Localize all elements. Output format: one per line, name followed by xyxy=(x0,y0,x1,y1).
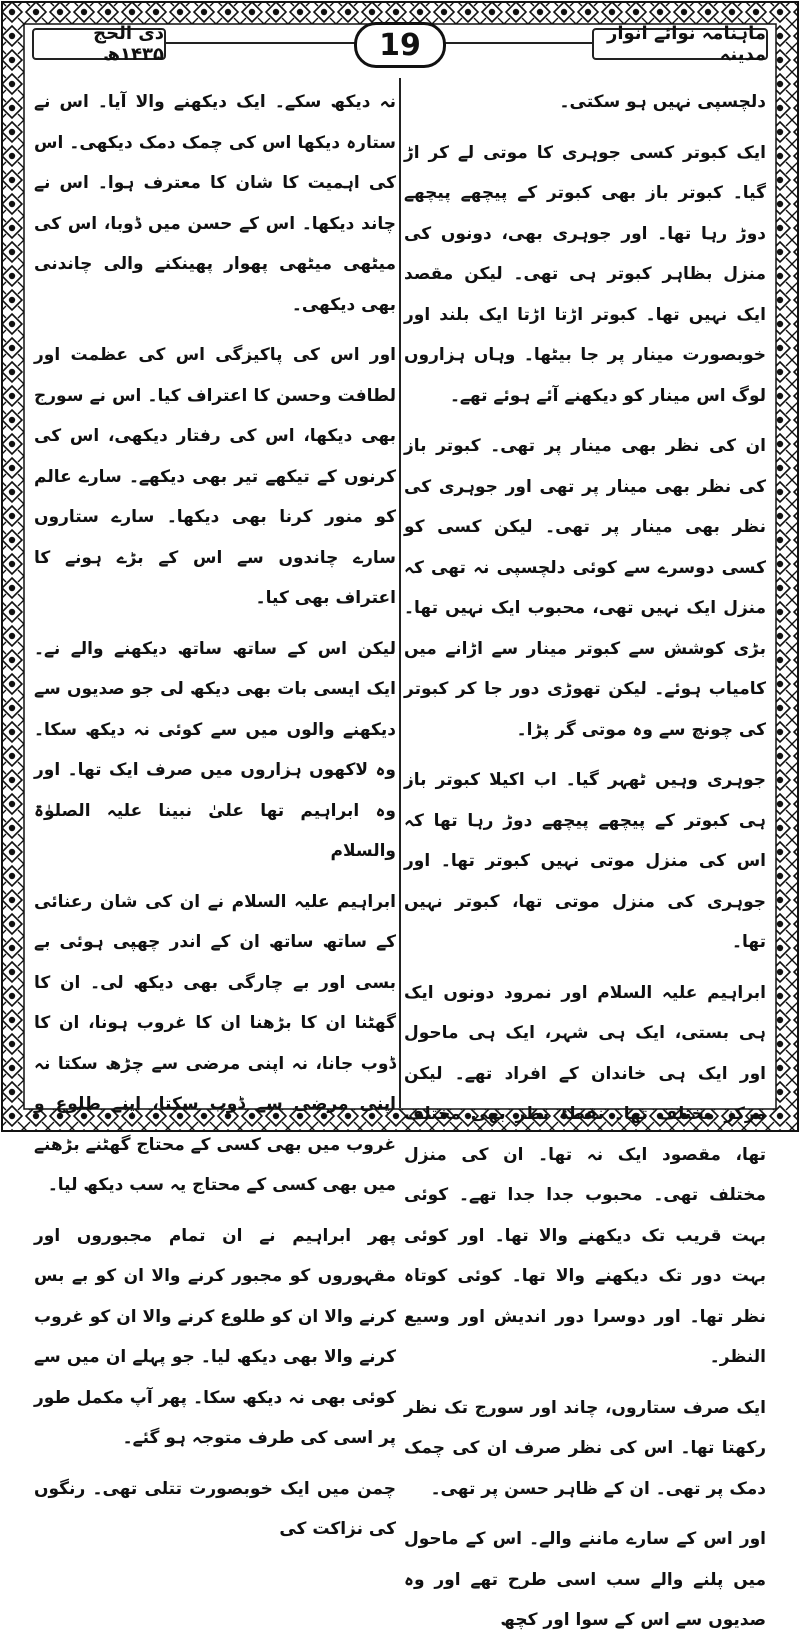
column-divider xyxy=(399,78,401,1108)
paragraph: جوہری وہیں ٹھہر گیا۔ اب اکیلا کبوتر باز ہی کبوتر کے پیچھے پیچھے دوڑ رہا تھا کہ اس کی منزل موتی نہیں کبوتر تھا۔ اور جوہری کی منزل موتی تھا، کبوتر نہیں تھا۔ xyxy=(404,770,766,952)
left-column xyxy=(33,82,396,1539)
paragraph: ایک صرف ستاروں، چاند اور سورج تک نظر رکھتا تھا۔ اس کی نظر صرف ان کی چمک دمک پر تھی۔ ان کے ظاہر حسن پر تھی۔ xyxy=(404,1397,766,1499)
paragraph: ایک کبوتر کسی جوہری کا موتی لے کر اڑ گیا۔ کبوتر باز بھی کبوتر کے پیچھے پیچھے دوڑ رہا تھا۔ اور جوہری بھی، دونوں کی منزل بظاہر کبوتر ہی تھی۔ لیکن مقصد ایک نہیں تھا۔ کبوتر اڑتا اڑتا ایک بلند اور خوبصورت مینار پر جا بیٹھا۔ وہاں ہزاروں لوگ اس مینار کو دیکھنے آئے ہوئے تھے۔ xyxy=(404,142,766,406)
paragraph: پھر ابراہیم نے ان تمام مجبوروں اور مقہوروں کو مجبور کرنے والا ان کو بے بس کرنے والا ان کو طلوع کرنے والا ان کو غروب کرنے والا بھی دیکھ لیا۔ جو پہلے ان میں سے کوئی بھی نہ دیکھ سکا۔ پھر آپ مکمل طور پر اسی کی طرف متوجہ ہو گئے۔ xyxy=(34,1225,396,1448)
paragraph: ابراہیم علیہ السلام اور نمرود دونوں ایک ہی بستی، ایک ہی شہر، ایک ہی ماحول اور ایک ہی خاندان کے افراد تھے۔ لیکن مرکز مختلف تھا۔ نقطۂ نظر بھی مختلف تھا، مقصود ایک نہ تھا۔ ان کی منزل مختلف تھی۔ محبوب جدا جدا تھے۔ کوئی بہت قریب تک دیکھنے والا تھا۔ اور کوئی بہت دور تک دیکھنے والا تھا۔ کوئی کوتاہ نظر تھا۔ اور دوسرا دور اندیش اور وسیع النظر۔ xyxy=(404,982,766,1367)
paragraph: دلچسپی نہیں ہو سکتی۔ xyxy=(559,92,766,112)
paragraph: اور اس کے سارے ماننے والے۔ اس کے ماحول میں پلنے والے سب اسی طرح تھے اور وہ صدیوں سے اس کے سوا اور کچھ xyxy=(404,1529,766,1630)
paragraph: نہ دیکھ سکے۔ ایک دیکھنے والا آیا۔ اس نے ستارہ دیکھا اس کی چمک دمک دیکھی۔ اس کی اہمیت کا شان کا معترف ہوا۔ اس نے چاند دیکھا۔ اس کے حسن میں ڈوبا، اس کی میٹھی میٹھی پھوار پھینکنے والی چاندنی بھی دیکھی۔ xyxy=(34,92,396,315)
page-header xyxy=(24,22,776,64)
paragraph: ان کی نظر بھی مینار پر تھی۔ کبوتر باز کی نظر بھی مینار پر تھی اور جوہری کی نظر بھی مینار پر تھی۔ لیکن کسی کو کسی دوسرے سے کوئی دلچسپی نہ تھی کہ منزل ایک نہیں تھی، محبوب ایک نہیں تھا۔ بڑی کوشش سے کبوتر مینار سے اڑانے میں کامیاب ہوئے۔ لیکن تھوڑی دور جا کر کبوتر کی چونچ سے وہ موتی گر پڑا۔ xyxy=(404,436,766,740)
magazine-title: ماہنامہ نوائے انوار مدینہ xyxy=(592,28,768,60)
paragraph: اور اس کی پاکیزگی اس کی عظمت اور لطافت وحسن کا اعتراف کیا۔ اس نے سورج بھی دیکھا، اس کی رفتار دیکھی، اس کی کرنوں کے تیکھے تیر بھی دیکھے۔ سارے عالم کو منور کرنا بھی دیکھا۔ سارے ستاروں سارے چاندوں سے اس کے بڑے ہونے کا اعتراف بھی کیا۔ xyxy=(34,345,396,608)
paragraph: لیکن اس کے ساتھ ساتھ دیکھنے والے نے۔ ایک ایسی بات بھی دیکھ لی جو صدیوں سے دیکھنے والوں میں سے کوئی نہ دیکھ سکا۔ وہ لاکھوں ہزاروں میں صرف ایک تھا۔ اور وہ ابراہیم تھا علیٰ نبینا علیہ الصلوٰۃ والسلام xyxy=(34,638,396,861)
issue-date: ذی الحج ۱۴۳۵ھ xyxy=(32,28,166,60)
paragraph: چمن میں ایک خوبصورت تتلی تھی۔ رنگوں کی نزاکت کی xyxy=(34,1478,396,1539)
paragraph: ابراہیم علیہ السلام نے ان کی شان رعنائی کے ساتھ ساتھ ان کے اندر چھپی ہوئی بے بسی اور بے چارگی بھی دیکھ لی۔ ان کا گھٹنا ان کا بڑھنا ان کا غروب ہونا، ان کا ڈوب جانا، نہ اپنی مرضی سے چڑھ سکتا نہ اپنی مرضی سے ڈوب سکتا، اپنے طلوع و غروب میں بھی کسی کے محتاج گھٹنے بڑھنے میں بھی کسی کے محتاج یہ سب دیکھ لیا۔ xyxy=(33,891,396,1195)
right-column xyxy=(404,82,766,1630)
header-rule-left xyxy=(164,42,364,44)
page-number: 19 xyxy=(354,22,446,68)
